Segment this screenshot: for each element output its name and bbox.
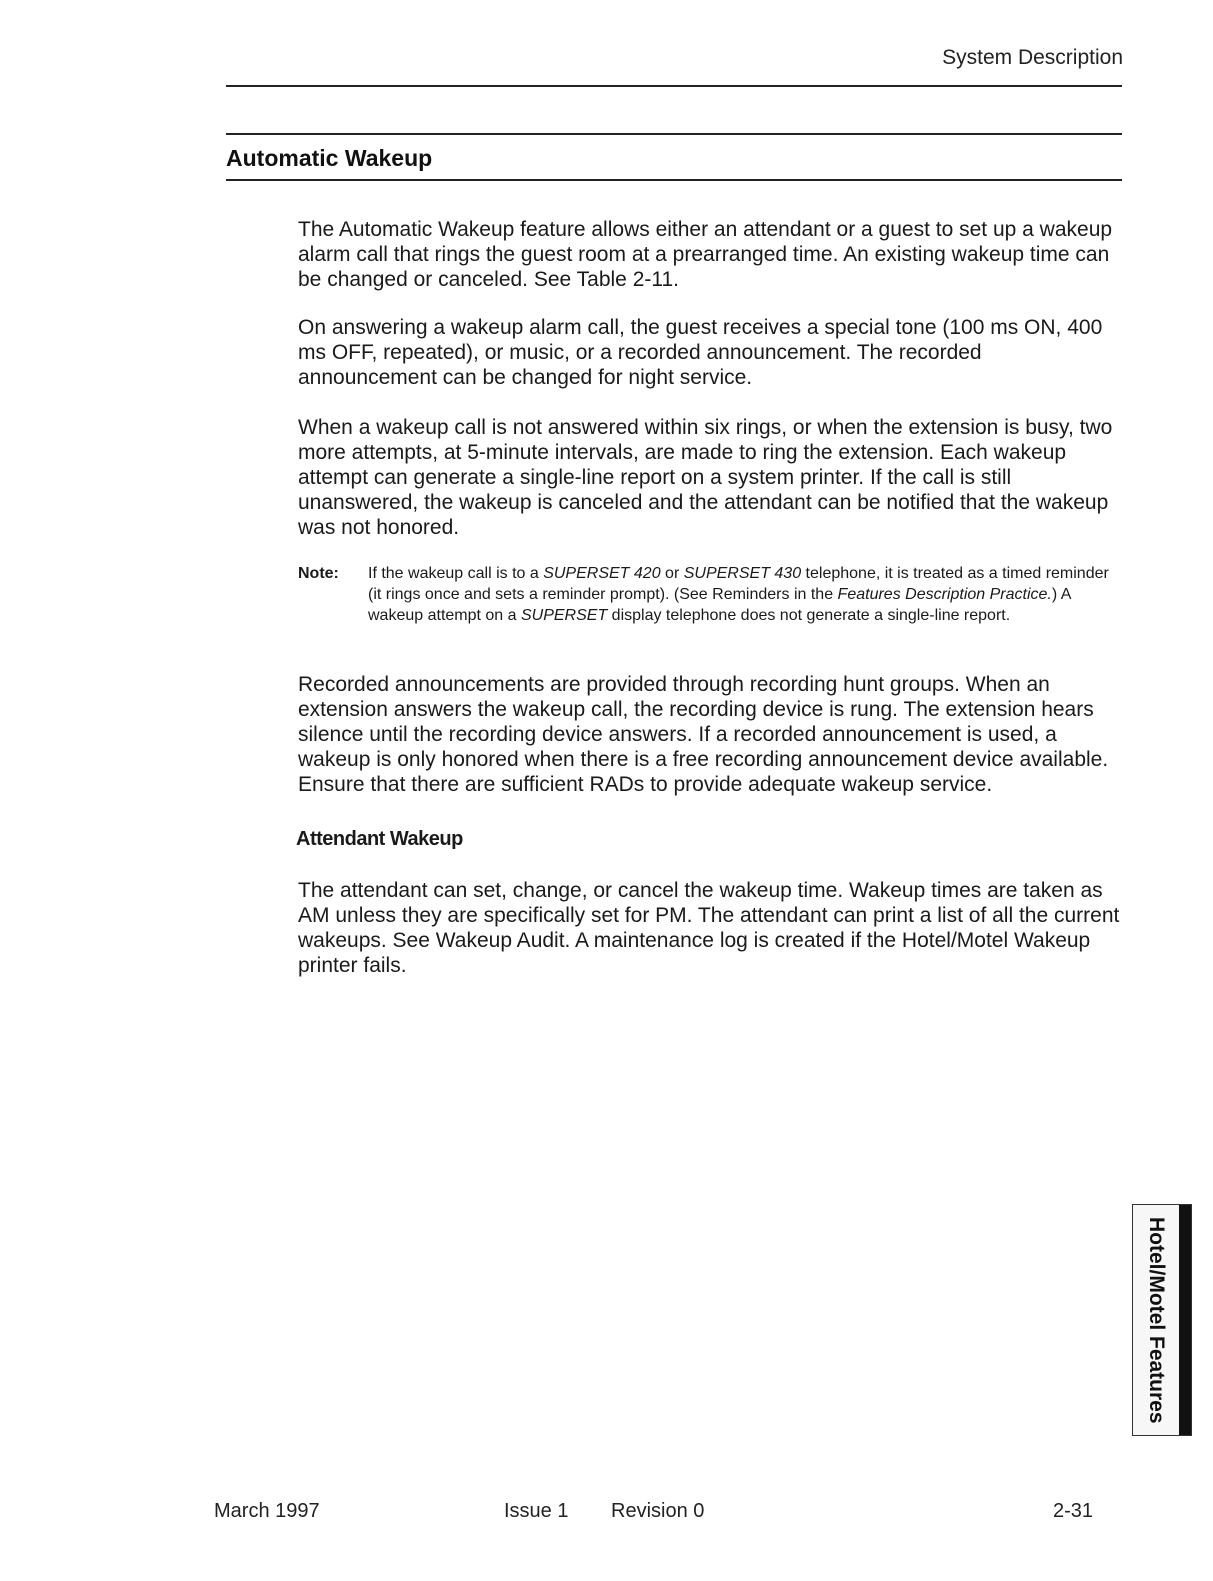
subsection-paragraph: The attendant can set, change, or cancel the wakeup time. Wakeup times are taken as AM unless they are specifically set for PM. The attendant can print a list of all the current wakeups. See Wakeup Audit. A maintenance log is created if the Hotel/Motel Wakeup printer fails.: [298, 879, 1120, 977]
side-tab-label: Hotel/Motel Features: [1145, 1216, 1168, 1424]
note-text: If the wakeup call is to a SUPERSET 420 or SUPERSET 430 telephone, it is treated as a timed reminder (it rings once and sets a reminder prompt). (See Reminders in the Features Description Practice.) A wakeup attempt on a SUPERSET display telephone does not generate a single-line report.: [368, 565, 1109, 624]
paragraph-4-block: [298, 672, 1120, 797]
header-title: System Description: [942, 46, 1123, 69]
paragraph-2: On answering a wakeup alarm call, the guest receives a special tone (100 ms ON, 400 ms OFF, repeated), or music, or a recorded announcement. The recorded announcement can be changed for night service.: [298, 316, 1103, 389]
footer-date: March 1997: [214, 1500, 320, 1522]
header-rule: [226, 85, 1122, 87]
subsection-paragraph-block: [298, 878, 1120, 978]
side-tab-bar: [1179, 1205, 1191, 1435]
footer-revision: Revision 0: [611, 1500, 705, 1522]
footer-page-number: 2-31: [1053, 1500, 1094, 1522]
section-rule-bottom: [226, 179, 1122, 181]
footer-issue: Issue 1: [504, 1500, 569, 1522]
paragraph-2-block: [298, 315, 1120, 390]
paragraph-3: When a wakeup call is not answered within six rings, or when the extension is busy, two more attempts, at 5-minute intervals, are made to ring the extension. Each wakeup attempt can generate a single-line report on a system printer. If the call is still unanswered, the wakeup is canceled and the attendant can be notified that the wakeup was not honored.: [298, 416, 1113, 539]
side-tab: [1132, 1204, 1192, 1436]
note-label: Note:: [298, 565, 339, 582]
paragraph-1-block: [298, 217, 1120, 292]
paragraph-4: Recorded announcements are provided through recording hunt groups. When an extension answers the wakeup call, the recording device is rung. The extension hears silence until the recording device answers. If a recorded announcement is used, a wakeup is only honored when there is a free recording announcement device available. Ensure that there are sufficient RADs to provide adequate wakeup service.: [298, 673, 1109, 796]
paragraph-1: The Automatic Wakeup feature allows either an attendant or a guest to set up a wakeup alarm call that rings the guest room at a prearranged time. An existing wakeup time can be changed or canceled. See Table 2-11.: [298, 218, 1113, 291]
section-rule-top: [226, 133, 1122, 135]
subsection-title: Attendant Wakeup: [296, 828, 463, 850]
paragraph-3-block: [298, 415, 1120, 540]
section-title: Automatic Wakeup: [226, 145, 433, 171]
